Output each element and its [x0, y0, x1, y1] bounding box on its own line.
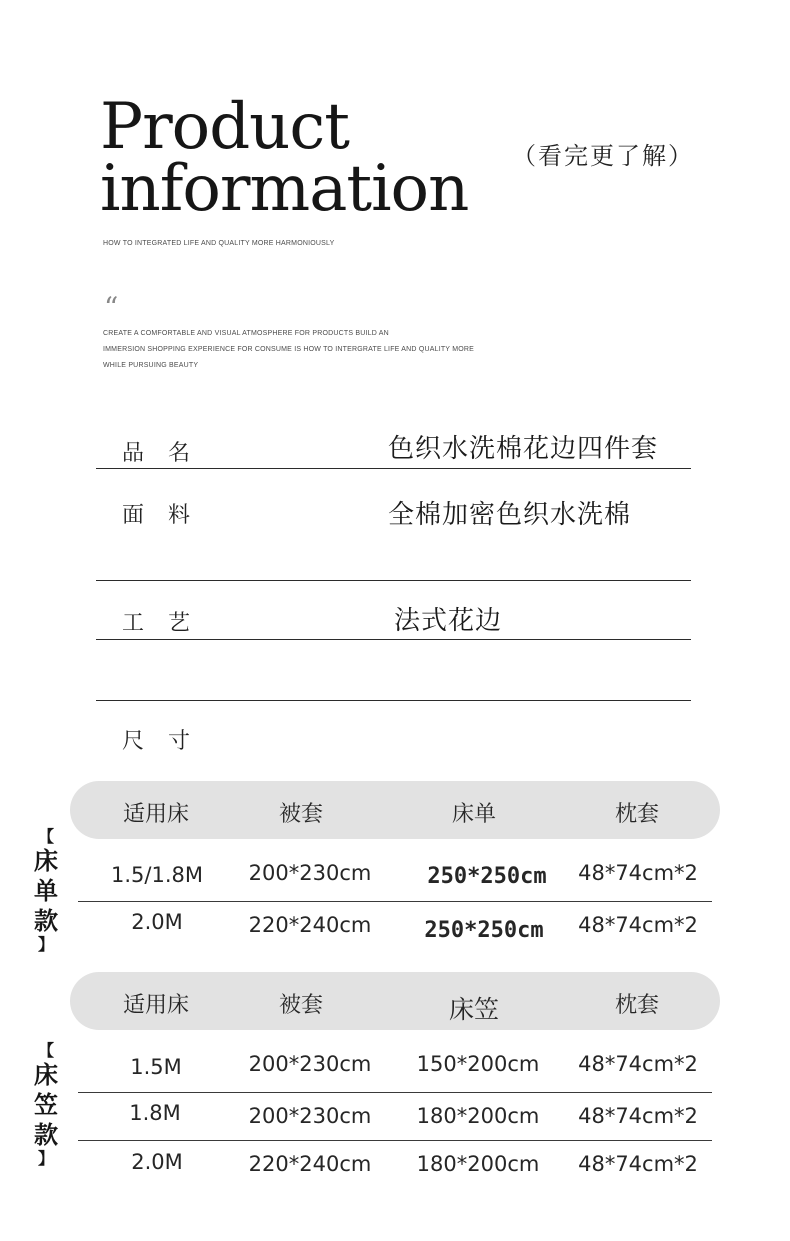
table-cell: 220*240cm — [248, 913, 372, 937]
table1-side-label: 【 床 单 款 】 — [34, 827, 58, 954]
craft-value: 法式花边 — [394, 606, 503, 636]
craft-label: 工艺 — [122, 611, 215, 636]
title-product: Product — [100, 90, 349, 164]
table-cell: 48*74cm*2 — [578, 1052, 698, 1076]
table-cell: 1.8M — [129, 1101, 181, 1125]
size-label: 尺寸 — [122, 729, 215, 754]
table-cell: 1.5M — [130, 1055, 182, 1079]
table-cell: 200*230cm — [248, 861, 372, 885]
table2-header-bed: 适用床 — [122, 993, 190, 1018]
divider — [96, 468, 691, 469]
table2-side-label: 【 床 笠 款 】 — [34, 1041, 58, 1168]
table-cell: 200*230cm — [248, 1104, 372, 1128]
read-more-note: （看完更了解） — [512, 142, 694, 170]
table-cell: 2.0M — [131, 1150, 183, 1174]
divider — [78, 1140, 712, 1141]
divider — [96, 700, 691, 701]
table2-header-pillow: 枕套 — [614, 993, 660, 1018]
fabric-label: 面料 — [122, 503, 215, 528]
intro-line-3: WHILE PURSUING BEAUTY — [103, 362, 199, 369]
tagline: HOW TO INTEGRATED LIFE AND QUALITY MORE HARMONIOUSLY — [103, 240, 335, 247]
table-cell: 180*200cm — [416, 1152, 540, 1176]
intro-line-2: IMMERSION SHOPPING EXPERIENCE FOR CONSUME IS HOW TO INTERGRATE LIFE AND QUALITY MORE — [103, 346, 474, 353]
intro-line-1: CREATE A COMFORTABLE AND VISUAL ATMOSPHERE FOR PRODUCTS BUILD AN — [103, 330, 389, 337]
table-cell: 2.0M — [131, 910, 183, 934]
table-cell: 180*200cm — [416, 1104, 540, 1128]
title-information: information — [100, 152, 469, 226]
table1-header-bed: 适用床 — [122, 802, 190, 827]
table2-header-fitted-sheet: 床笠 — [448, 995, 500, 1024]
table1-header-duvet: 被套 — [278, 802, 324, 827]
quote-mark-icon: “ — [104, 291, 119, 324]
table-cell: 220*240cm — [248, 1152, 372, 1176]
table-cell: 48*74cm*2 — [578, 1104, 698, 1128]
table-cell: 48*74cm*2 — [578, 1152, 698, 1176]
divider — [78, 1092, 712, 1093]
table-cell: 48*74cm*2 — [578, 913, 698, 937]
table-cell: 250*250cm — [427, 864, 547, 889]
table-cell: 200*230cm — [248, 1052, 372, 1076]
table1-header-sheet: 床单 — [451, 802, 497, 827]
name-label: 品名 — [122, 441, 215, 466]
table-cell: 48*74cm*2 — [578, 861, 698, 885]
table-cell: 250*250cm — [424, 918, 544, 943]
divider — [78, 901, 712, 902]
fabric-value: 全棉加密色织水洗棉 — [388, 500, 632, 530]
name-value: 色织水洗棉花边四件套 — [388, 434, 659, 464]
table-cell: 1.5/1.8M — [111, 863, 203, 887]
table-cell: 150*200cm — [416, 1052, 540, 1076]
table2-header-duvet: 被套 — [278, 993, 324, 1018]
divider — [96, 580, 691, 581]
divider — [96, 639, 691, 640]
table1-header-pillow: 枕套 — [614, 802, 660, 827]
